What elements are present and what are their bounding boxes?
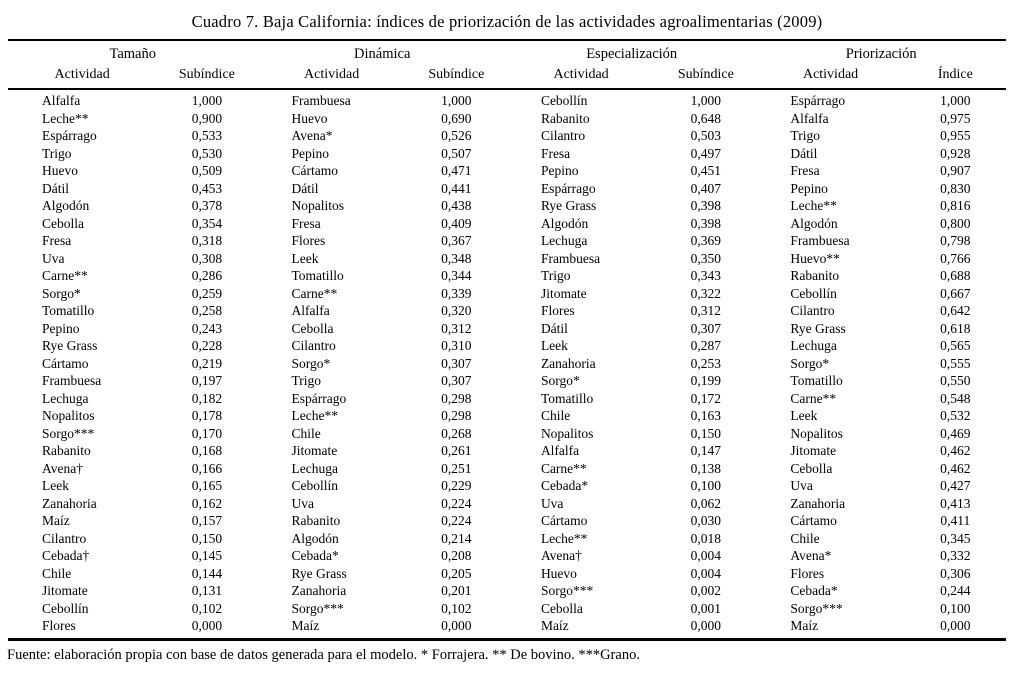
value-cell: 0,004: [690, 565, 721, 581]
activity-cell: Dátil: [540, 320, 568, 336]
value-cell: 0,287: [690, 338, 721, 353]
value-cell: 0,144: [191, 565, 223, 581]
activity-cell: Algodón: [42, 198, 90, 213]
activity-cell: Maíz: [790, 618, 819, 633]
value-cell: 0,251: [441, 460, 472, 476]
activity-cell: Alfalfa: [291, 303, 330, 318]
activity-cell: Rabanito: [540, 110, 590, 126]
activity-cell: Pepino: [291, 145, 329, 161]
value-cell: 0,322: [690, 285, 721, 301]
value-cell: 0,253: [690, 355, 721, 371]
activity-cell: Trigo: [540, 268, 571, 283]
activity-cell: Cártamo: [291, 163, 338, 178]
activity-cell: Nopalitos: [42, 408, 95, 423]
activity-cell: Sorgo*: [540, 373, 580, 388]
activity-cell: Fresa: [291, 215, 321, 231]
value-cell: 0,162: [191, 495, 223, 511]
group-header-priorizacion: Priorización: [845, 46, 917, 62]
table-title: Cuadro 7. Baja California: índices de priorización de las actividades agroalimentarias (2009): [191, 12, 823, 31]
activity-cell: Huevo: [291, 110, 328, 126]
value-cell: 0,344: [441, 268, 472, 283]
activity-cell: Sorgo***: [540, 583, 594, 598]
activity-cell: Espárrago: [540, 180, 596, 196]
value-cell: 0,004: [690, 548, 721, 563]
value-cell: 0,261: [441, 443, 472, 458]
table-row: [8, 582, 1006, 600]
activity-cell: Cebada*: [540, 478, 589, 493]
value-cell: 0,163: [690, 408, 721, 423]
activity-cell: Tomatillo: [291, 268, 344, 283]
value-cell: 0,469: [940, 425, 971, 441]
table-row: [8, 407, 1006, 425]
value-cell: 0,354: [191, 215, 223, 231]
value-cell: 0,816: [940, 198, 971, 213]
activity-cell: Sorgo*: [291, 355, 331, 371]
activity-cell: Leche**: [291, 408, 338, 423]
activity-cell: Lechuga: [540, 233, 588, 248]
value-cell: 0,168: [191, 443, 223, 458]
activity-cell: Alfalfa: [540, 443, 580, 458]
table-row: [8, 145, 1006, 163]
value-cell: 0,178: [191, 408, 223, 423]
value-cell: 0,332: [940, 548, 971, 563]
table-row: [8, 477, 1006, 495]
value-cell: 0,830: [940, 180, 971, 196]
activity-column-header-tamano: Actividad: [8, 65, 156, 89]
table-row: [8, 89, 1006, 110]
table-row: [8, 600, 1006, 618]
value-cell: 0,205: [441, 565, 472, 581]
activity-cell: Frambuesa: [540, 250, 601, 266]
activity-cell: Sorgo***: [291, 600, 344, 616]
value-cell: 0,503: [690, 128, 721, 143]
value-cell: 0,618: [940, 320, 971, 336]
value-column-header-dinamica: Subíndice: [406, 65, 507, 89]
value-cell: 0,766: [940, 250, 971, 266]
value-cell: 0,378: [191, 198, 223, 213]
value-cell: 0,201: [441, 583, 472, 598]
value-cell: 0,407: [690, 180, 721, 196]
value-cell: 1,000: [441, 93, 472, 108]
value-cell: 0,350: [690, 250, 721, 266]
value-cell: 1,000: [690, 93, 721, 108]
value-cell: 0,268: [441, 425, 472, 441]
group-header-row: [8, 40, 1006, 65]
activity-cell: Carne**: [790, 390, 837, 406]
activity-cell: Trigo: [790, 128, 820, 143]
activity-cell: Espárrago: [42, 128, 97, 143]
value-cell: 0,298: [441, 408, 472, 423]
table-row: [8, 495, 1006, 513]
activity-cell: Frambuesa: [42, 373, 102, 388]
value-cell: 0,157: [191, 513, 223, 528]
value-cell: 0,955: [940, 128, 971, 143]
value-cell: 0,307: [441, 355, 472, 371]
value-cell: 0,307: [441, 373, 472, 388]
value-cell: 0,000: [690, 618, 721, 633]
value-cell: 0,100: [690, 478, 721, 493]
value-cell: 0,398: [690, 198, 721, 213]
activity-cell: Uva: [540, 495, 564, 511]
value-cell: 0,229: [441, 478, 472, 493]
activity-cell: Leche**: [790, 198, 837, 213]
activity-cell: Cártamo: [540, 513, 588, 528]
activity-cell: Rye Grass: [42, 338, 98, 353]
activity-cell: Nopalitos: [540, 425, 594, 441]
value-cell: 0,409: [441, 215, 472, 231]
activity-cell: Uva: [42, 250, 65, 266]
activity-cell: Lechuga: [42, 390, 89, 406]
table-row: [8, 355, 1006, 373]
activity-column-header-especializacion: Actividad: [507, 65, 655, 89]
table-row: [8, 302, 1006, 320]
activity-cell: Dátil: [42, 180, 69, 196]
activity-cell: Frambuesa: [291, 93, 351, 108]
value-cell: 0,688: [940, 268, 971, 283]
value-cell: 0,131: [191, 583, 223, 598]
value-cell: 0,339: [441, 285, 472, 301]
value-cell: 0,800: [940, 215, 971, 231]
activity-cell: Huevo: [540, 565, 577, 581]
activity-cell: Rabanito: [790, 268, 840, 283]
activity-cell: Zanahoria: [291, 583, 347, 598]
value-cell: 0,224: [441, 513, 472, 528]
table-row: [8, 442, 1006, 460]
value-cell: 0,307: [690, 320, 721, 336]
activity-cell: Lechuga: [291, 460, 338, 476]
table-row: [8, 250, 1006, 268]
activity-cell: Algodón: [291, 530, 339, 546]
value-cell: 0,565: [940, 338, 971, 353]
table-row: [8, 215, 1006, 233]
activity-cell: Carne**: [540, 460, 587, 476]
activity-cell: Sorgo*: [790, 355, 830, 371]
group-header-tamano: Tamaño: [109, 46, 156, 62]
table-row: [8, 197, 1006, 215]
activity-cell: Cebollín: [291, 478, 338, 493]
value-cell: 0,928: [940, 145, 971, 161]
value-cell: 1,000: [940, 93, 971, 108]
value-cell: 0,532: [940, 408, 971, 423]
activity-cell: Flores: [790, 565, 825, 581]
activity-cell: Pepino: [42, 320, 80, 336]
activity-cell: Cebollín: [540, 93, 588, 108]
value-cell: 0,367: [441, 233, 472, 248]
value-cell: 0,243: [191, 320, 223, 336]
activity-cell: Jitomate: [291, 443, 338, 458]
value-cell: 0,018: [690, 530, 721, 546]
value-cell: 0,214: [441, 530, 472, 546]
value-cell: 0,348: [441, 250, 472, 266]
value-cell: 0,667: [940, 285, 971, 301]
activity-cell: Avena*: [291, 128, 333, 143]
value-cell: 0,312: [690, 303, 721, 318]
value-cell: 0,550: [940, 373, 971, 388]
value-cell: 0,166: [191, 460, 223, 476]
value-cell: 0,451: [690, 163, 721, 178]
activity-cell: Cártamo: [42, 355, 89, 371]
table-row: [8, 320, 1006, 338]
value-cell: 0,533: [191, 128, 223, 143]
value-cell: 0,298: [441, 390, 472, 406]
value-cell: 0,224: [441, 495, 472, 511]
table-row: [8, 617, 1006, 639]
activity-cell: Dátil: [790, 145, 818, 161]
value-cell: 0,530: [191, 145, 223, 161]
activity-cell: Zanahoria: [790, 495, 846, 511]
value-cell: 0,798: [940, 233, 971, 248]
activity-cell: Chile: [790, 530, 820, 546]
activity-cell: Rabanito: [291, 513, 341, 528]
table-row: [8, 547, 1006, 565]
value-cell: 0,182: [191, 390, 223, 406]
activity-cell: Algodón: [790, 215, 838, 231]
group-header-dinamica: Dinámica: [354, 46, 411, 62]
table-row: [8, 285, 1006, 303]
value-cell: 0,462: [940, 460, 971, 476]
table-row: [8, 180, 1006, 198]
table-row: [8, 425, 1006, 443]
activity-cell: Cártamo: [790, 513, 837, 528]
activity-cell: Sorgo*: [42, 285, 81, 301]
activity-cell: Uva: [291, 495, 314, 511]
value-cell: 0,471: [441, 163, 472, 178]
activity-cell: Leek: [790, 408, 818, 423]
value-cell: 0,312: [441, 320, 472, 336]
value-cell: 0,002: [690, 583, 721, 598]
activity-cell: Alfalfa: [790, 110, 829, 126]
activity-cell: Carne**: [42, 268, 88, 283]
activity-cell: Cebada*: [790, 583, 838, 598]
activity-cell: Espárrago: [790, 93, 846, 108]
activity-column-header-priorizacion: Actividad: [756, 65, 904, 89]
value-cell: 0,453: [191, 180, 223, 196]
value-cell: 0,286: [191, 268, 223, 283]
value-cell: 0,147: [690, 443, 721, 458]
activity-cell: Cebollín: [790, 285, 837, 301]
value-cell: 0,907: [940, 163, 971, 178]
activity-cell: Cebollín: [42, 600, 89, 616]
value-cell: 0,030: [690, 513, 721, 528]
activity-cell: Avena†: [540, 548, 582, 563]
value-cell: 0,438: [441, 198, 472, 213]
activity-cell: Sorgo***: [42, 425, 95, 441]
table-row: [8, 565, 1006, 583]
value-cell: 1,000: [191, 93, 223, 108]
value-cell: 0,259: [191, 285, 223, 301]
value-cell: 0,150: [191, 530, 223, 546]
activity-column-header-dinamica: Actividad: [257, 65, 405, 89]
activity-cell: Frambuesa: [790, 233, 850, 248]
value-cell: 0,310: [441, 338, 472, 353]
activity-cell: Jitomate: [42, 583, 88, 598]
activity-cell: Cebada*: [291, 548, 339, 563]
value-cell: 0,427: [940, 478, 971, 493]
activity-cell: Tomatillo: [42, 303, 95, 318]
value-cell: 0,145: [191, 548, 223, 563]
value-cell: 0,244: [940, 583, 971, 598]
activity-cell: Cebolla: [291, 320, 334, 336]
value-cell: 0,413: [940, 495, 971, 511]
activity-cell: Avena*: [790, 548, 832, 563]
value-cell: 0,306: [940, 565, 971, 581]
value-cell: 0,100: [940, 600, 971, 616]
value-cell: 0,000: [191, 618, 223, 633]
value-cell: 0,690: [441, 110, 472, 126]
value-cell: 0,497: [690, 145, 721, 161]
activity-cell: Huevo**: [790, 250, 840, 266]
activity-cell: Nopalitos: [291, 198, 344, 213]
activity-cell: Sorgo***: [790, 600, 843, 616]
activity-cell: Rye Grass: [291, 565, 347, 581]
activity-cell: Leek: [540, 338, 568, 353]
table-row: [8, 512, 1006, 530]
value-cell: 0,258: [191, 303, 223, 318]
activity-cell: Flores: [42, 618, 76, 633]
activity-cell: Maíz: [291, 618, 320, 633]
group-header-especializacion: Especialización: [586, 46, 678, 62]
activity-cell: Pepino: [540, 163, 579, 178]
priorization-table: [8, 39, 1006, 641]
activity-cell: Fresa: [42, 233, 72, 248]
activity-cell: Rabanito: [42, 443, 91, 458]
activity-cell: Pepino: [790, 180, 828, 196]
value-cell: 0,975: [940, 110, 971, 126]
value-cell: 0,369: [690, 233, 721, 248]
value-cell: 0,172: [690, 390, 721, 406]
activity-cell: Trigo: [291, 373, 321, 388]
activity-cell: Cebada†: [42, 548, 90, 563]
value-cell: 0,150: [690, 425, 721, 441]
activity-cell: Carne**: [291, 285, 338, 301]
value-cell: 0,000: [940, 618, 971, 633]
value-cell: 0,199: [690, 373, 721, 388]
activity-cell: Cebolla: [42, 215, 84, 231]
value-cell: 0,548: [940, 390, 971, 406]
table-row: [8, 390, 1006, 408]
value-cell: 0,138: [690, 460, 721, 476]
value-cell: 0,509: [191, 163, 223, 178]
table-row: [8, 530, 1006, 548]
value-cell: 0,345: [940, 530, 971, 546]
activity-cell: Jitomate: [540, 285, 587, 301]
value-cell: 0,526: [441, 128, 472, 143]
activity-cell: Cebolla: [790, 460, 833, 476]
activity-cell: Flores: [540, 303, 575, 318]
activity-cell: Chile: [291, 425, 321, 441]
value-cell: 0,648: [690, 110, 721, 126]
activity-cell: Fresa: [540, 145, 571, 161]
value-cell: 0,320: [441, 303, 472, 318]
activity-cell: Alfalfa: [42, 93, 81, 108]
activity-cell: Uva: [790, 478, 813, 493]
activity-cell: Tomatillo: [790, 373, 843, 388]
source-note: Fuente: elaboración propia con base de datos generada para el modelo. * Forrajera. ** De bovino. ***Grano.: [7, 646, 640, 663]
table-row: [8, 267, 1006, 285]
activity-cell: Rye Grass: [790, 320, 846, 336]
activity-cell: Fresa: [790, 163, 820, 178]
activity-cell: Trigo: [42, 145, 72, 161]
activity-cell: Cilantro: [291, 338, 336, 353]
value-cell: 0,102: [191, 600, 223, 616]
activity-cell: Flores: [291, 233, 326, 248]
activity-cell: Leek: [291, 250, 319, 266]
value-cell: 0,308: [191, 250, 223, 266]
value-cell: 0,001: [690, 600, 721, 616]
activity-cell: Cilantro: [540, 128, 586, 143]
value-cell: 0,318: [191, 233, 223, 248]
table-row: [8, 162, 1006, 180]
activity-cell: Tomatillo: [540, 390, 594, 406]
value-column-header-especializacion: Subíndice: [655, 65, 756, 89]
value-cell: 0,555: [940, 355, 971, 371]
activity-cell: Algodón: [540, 215, 589, 231]
value-cell: 0,900: [191, 110, 223, 126]
table-row: [8, 372, 1006, 390]
value-cell: 0,411: [940, 513, 971, 528]
activity-cell: Maíz: [540, 618, 569, 633]
activity-cell: Huevo: [42, 163, 78, 178]
value-cell: 0,507: [441, 145, 472, 161]
activity-cell: Zanahoria: [540, 355, 596, 371]
sub-header-row: [8, 65, 1006, 89]
activity-cell: Zanahoria: [42, 495, 97, 511]
activity-cell: Jitomate: [790, 443, 837, 458]
value-cell: 0,000: [441, 618, 472, 633]
value-column-header-priorizacion: Índice: [905, 65, 1006, 89]
activity-cell: Rye Grass: [540, 198, 597, 213]
table-body: [8, 89, 1006, 639]
value-cell: 0,208: [441, 548, 472, 563]
activity-cell: Chile: [540, 408, 571, 423]
value-cell: 0,642: [940, 303, 971, 318]
activity-cell: Nopalitos: [790, 425, 843, 441]
activity-cell: Espárrago: [291, 390, 347, 406]
table-row: [8, 337, 1006, 355]
value-column-header-tamano: Subíndice: [156, 65, 257, 89]
activity-cell: Avena†: [42, 460, 83, 476]
table-row: [8, 460, 1006, 478]
table-row: [8, 127, 1006, 145]
activity-cell: Leek: [42, 478, 69, 493]
activity-cell: Cebolla: [540, 600, 583, 616]
activity-cell: Cilantro: [42, 530, 87, 546]
value-cell: 0,197: [191, 373, 223, 388]
value-cell: 0,062: [690, 495, 721, 511]
value-cell: 0,441: [441, 180, 472, 196]
activity-cell: Chile: [42, 565, 72, 581]
value-cell: 0,102: [441, 600, 472, 616]
activity-cell: Lechuga: [790, 338, 837, 353]
table-row: [8, 232, 1006, 250]
activity-cell: Maíz: [42, 513, 70, 528]
activity-cell: Dátil: [291, 180, 319, 196]
activity-cell: Cilantro: [790, 303, 835, 318]
value-cell: 0,219: [191, 355, 223, 371]
value-cell: 0,398: [690, 215, 721, 231]
value-cell: 0,170: [191, 425, 223, 441]
value-cell: 0,343: [690, 268, 721, 283]
value-cell: 0,165: [191, 478, 223, 493]
value-cell: 0,228: [191, 338, 223, 353]
value-cell: 0,462: [940, 443, 971, 458]
activity-cell: Leche**: [42, 110, 89, 126]
activity-cell: Leche**: [540, 530, 588, 546]
table-row: [8, 110, 1006, 128]
